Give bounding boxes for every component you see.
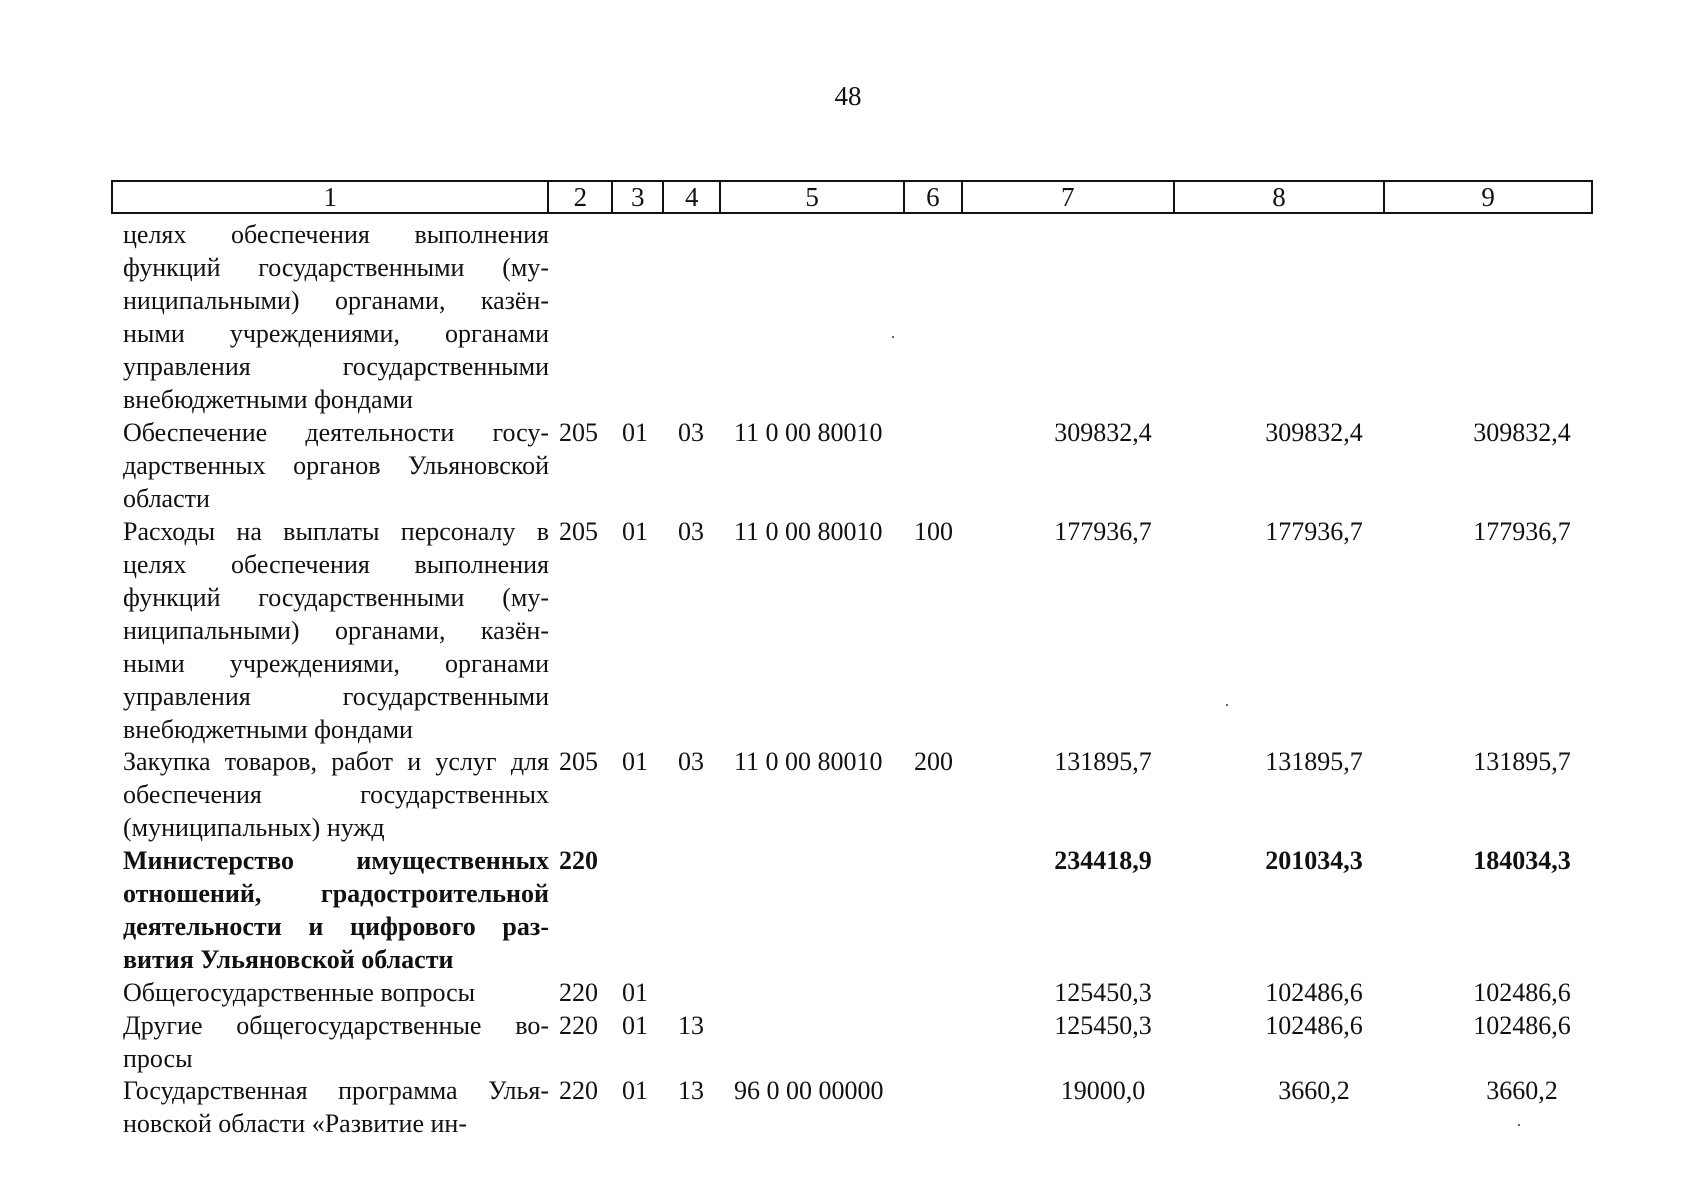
row-code-subsection: 13 [678,1011,704,1040]
scan-speck [892,336,894,338]
row-description: Общегосударственные вопросы [123,978,476,1007]
row-code-grbs: 220 [559,846,598,875]
row-description: Государственная программа Улья-новской области «Развитие ин- [123,1076,549,1138]
row-amount-col9: 102486,6 [1473,1011,1571,1040]
row-amount-col8: 3660,2 [1278,1076,1350,1105]
row-code-subsection: 13 [678,1076,704,1105]
row-description: Расходы на выплаты персоналу в целях обеспечения выполнения функций государственными (му-ниципальными) органами, казён-ными учреждениями, органами управления государственными внебюджетными фондами [123,517,549,744]
row-code-section: 01 [622,978,648,1007]
header-col-3: 3 [613,182,664,212]
row-amount-col7: 19000,0 [1060,1076,1146,1105]
header-col-9: 9 [1481,182,1495,212]
row-amount-col7: 234418,9 [1054,846,1152,875]
table-header [111,180,1593,214]
row-code-grbs: 205 [559,418,598,447]
row-code-target: 11 0 00 80010 [734,517,883,546]
row-code-subsection: 03 [678,418,704,447]
row-amount-col8: 131895,7 [1265,747,1363,776]
header-col-2: 2 [549,182,613,212]
row-amount-col7: 177936,7 [1054,517,1152,546]
row-code-target: 11 0 00 80010 [734,418,883,447]
row-amount-col9: 309832,4 [1473,418,1571,447]
row-code-section: 01 [622,1076,648,1105]
row-code-grbs: 220 [559,1011,598,1040]
row-description: Закупка товаров, работ и услуг для обеспечения государственных (муниципальных) нужд [123,747,549,842]
row-amount-col9: 184034,3 [1473,846,1571,875]
row-code-section: 01 [622,517,648,546]
row-amount-col9: 131895,7 [1473,747,1571,776]
row-amount-col7: 125450,3 [1054,1011,1152,1040]
row-code-section: 01 [622,747,648,776]
header-col-6: 6 [905,182,963,212]
header-col-1: 1 [113,182,549,212]
row-code-grbs: 205 [559,517,598,546]
row-amount-col7: 131895,7 [1054,747,1152,776]
header-col-4: 4 [664,182,721,212]
row-amount-col9: 3660,2 [1486,1076,1558,1105]
row-amount-col9: 102486,6 [1473,978,1571,1007]
row-amount-col8: 102486,6 [1265,978,1363,1007]
row-code-section: 01 [622,418,648,447]
row-description: Другие общегосударственные во-просы [123,1011,549,1073]
header-col-8: 8 [1175,182,1386,212]
row-code-grbs: 220 [559,1076,598,1105]
row-code-grbs: 220 [559,978,598,1007]
row-code-target: 11 0 00 80010 [734,747,883,776]
row-amount-col8: 102486,6 [1265,1011,1363,1040]
row-amount-col9: 177936,7 [1473,517,1571,546]
row-amount-col8: 177936,7 [1265,517,1363,546]
row-description: Обеспечение деятельности госу-дарственных органов Ульяновской области [123,418,549,513]
row-description: Министерство имущественных отношений, градостроительной деятельности и цифрового раз-вития Ульяновской области [123,846,549,974]
row-description: целях обеспечения выполнения функций государственными (му-ниципальными) органами, казён-ными учреждениями, органами управления государственными внебюджетными фондами [123,220,549,414]
row-code-expense: 200 [914,747,953,776]
header-col-7: 7 [963,182,1175,212]
row-amount-col7: 125450,3 [1054,978,1152,1007]
row-code-subsection: 03 [678,747,704,776]
row-amount-col7: 309832,4 [1054,418,1152,447]
scan-speck [1518,1124,1520,1126]
row-amount-col8: 201034,3 [1265,846,1363,875]
row-code-target: 96 0 00 00000 [734,1076,884,1105]
page-number: 48 [834,81,862,111]
row-code-expense: 100 [914,517,953,546]
row-code-section: 01 [622,1011,648,1040]
header-col-5: 5 [721,182,905,212]
row-amount-col8: 309832,4 [1265,418,1363,447]
row-code-grbs: 205 [559,747,598,776]
scan-speck [1226,704,1228,706]
row-code-subsection: 03 [678,517,704,546]
